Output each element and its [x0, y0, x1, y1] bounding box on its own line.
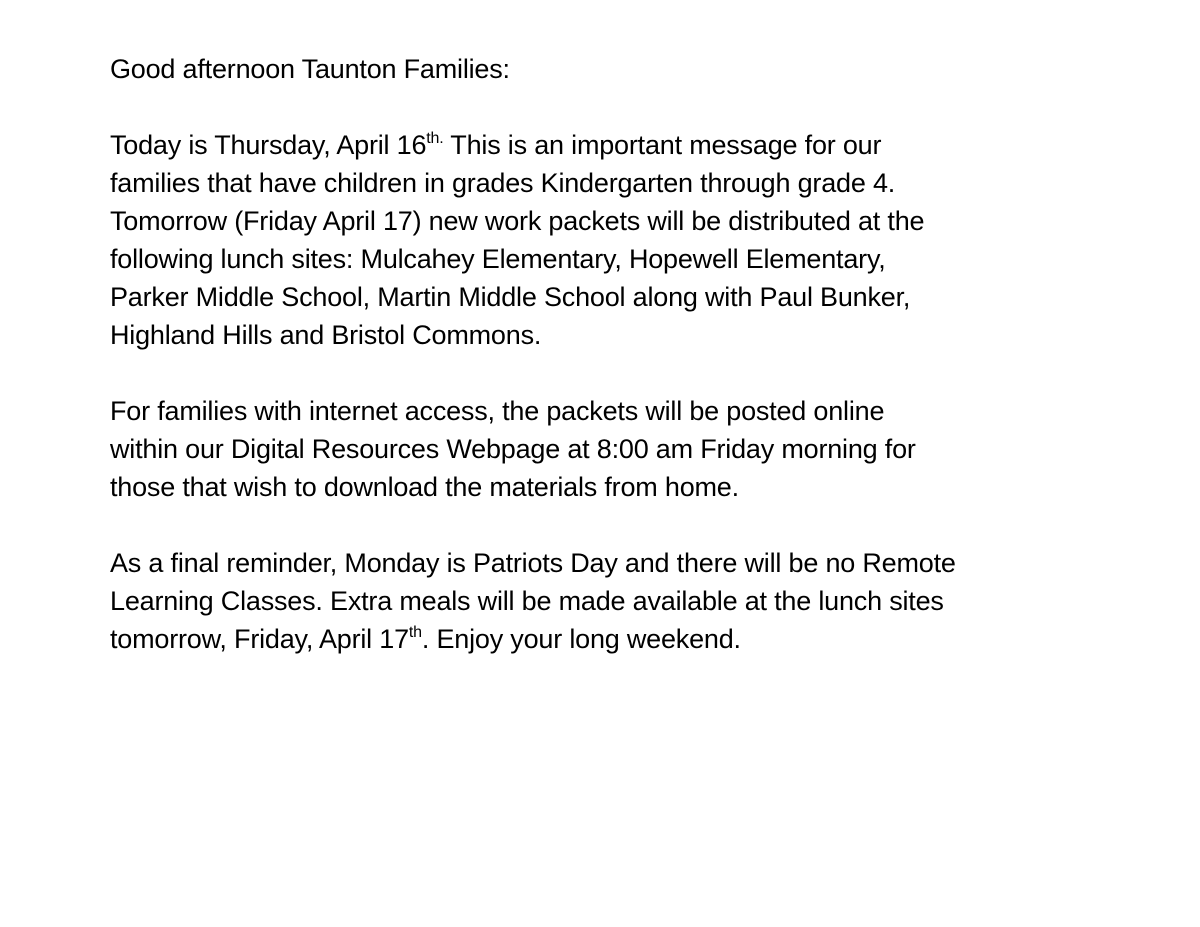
- paragraph-line: Parker Middle School, Martin Middle School along with Paul Bunker,: [110, 282, 911, 312]
- date-text: Today is Thursday, April 16: [110, 130, 427, 160]
- paragraph-line: Learning Classes. Extra meals will be made available at the lunch sites: [110, 586, 944, 616]
- paragraph-line: following lunch sites: Mulcahey Elementary, Hopewell Elementary,: [110, 244, 886, 274]
- paragraph-spacer: [110, 506, 1120, 544]
- paragraph-line: As a final reminder, Monday is Patriots Day and there will be no Remote: [110, 548, 956, 578]
- paragraph-line: [110, 126, 1120, 164]
- greeting: Good afternoon Taunton Families:: [110, 54, 510, 84]
- paragraph-reminder: [110, 544, 1120, 658]
- message-text: This is an important message for our: [443, 130, 882, 160]
- paragraph-spacer: [110, 88, 1120, 126]
- ordinal-suffix: th: [408, 624, 422, 641]
- paragraph-line: Highland Hills and Bristol Commons.: [110, 320, 542, 350]
- paragraph-line: For families with internet access, the packets will be posted online: [110, 396, 885, 426]
- paragraph-line: Tomorrow (Friday April 17) new work packets will be distributed at the: [110, 206, 925, 236]
- paragraph-line: those that wish to download the materials from home.: [110, 472, 739, 502]
- paragraph-line: [110, 620, 1120, 658]
- paragraph-line: families that have children in grades Kindergarten through grade 4.: [110, 168, 896, 198]
- closing-text: . Enjoy your long weekend.: [421, 624, 741, 654]
- letter-body: [110, 50, 1120, 658]
- date-text: tomorrow, Friday, April 17: [110, 624, 409, 654]
- ordinal-suffix: th.: [426, 130, 444, 147]
- paragraph-spacer: [110, 354, 1120, 392]
- paragraph-packets: [110, 126, 1120, 354]
- paragraph-online: [110, 392, 1120, 506]
- paragraph-line: within our Digital Resources Webpage at 8:00 am Friday morning for: [110, 434, 916, 464]
